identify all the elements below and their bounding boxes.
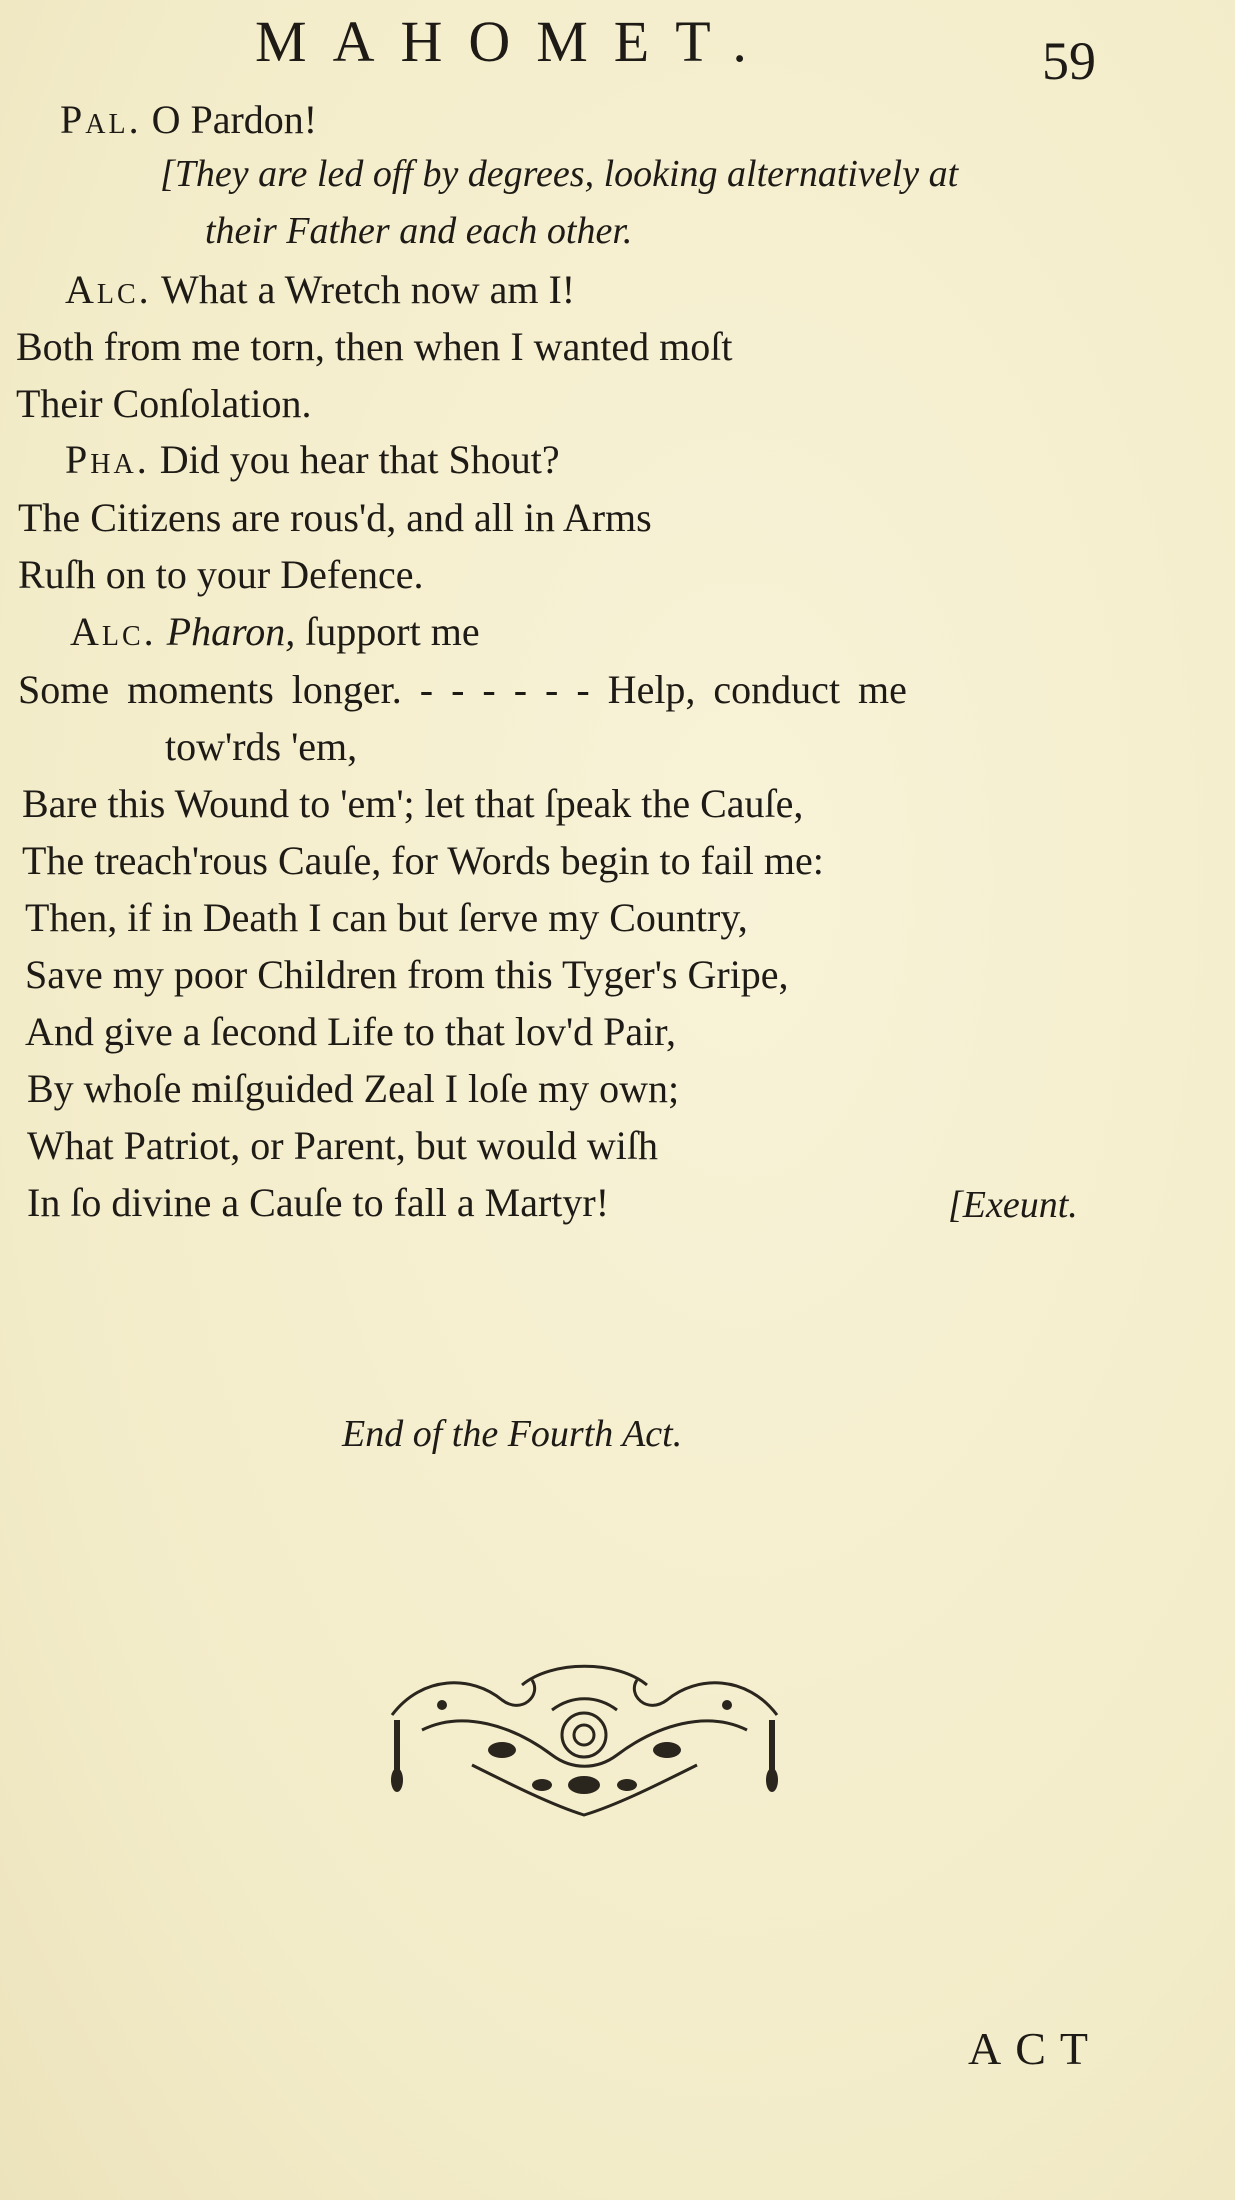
verse-line-continuation: tow'rds 'em, xyxy=(165,724,358,769)
speech-text: Did you hear that Shout? xyxy=(159,437,560,482)
tailpiece-ornament xyxy=(382,1655,787,1825)
speaker-name: Pal. xyxy=(60,97,142,142)
speech-text: O Pardon! xyxy=(151,97,318,142)
page-number: 59 xyxy=(1042,31,1096,91)
verse-line: What Patriot, or Parent, but would wiſh xyxy=(27,1123,659,1168)
verse-line: And give a ſecond Life to that lov'd Pair, xyxy=(25,1009,676,1054)
verse-line: Some moments longer. - - - - - - Help, conduct me xyxy=(18,667,907,712)
stage-direction-exeunt: [Exeunt. xyxy=(948,1184,1078,1226)
speech-line xyxy=(60,97,318,142)
running-title: MAHOMET. xyxy=(255,9,773,74)
speaker-name: Alc. xyxy=(65,267,152,312)
stage-direction: [They are led off by degrees, looking alternatively at xyxy=(160,153,959,195)
end-of-act-note: End of the Fourth Act. xyxy=(342,1413,683,1455)
speech-line xyxy=(70,609,480,654)
verse-line: Then, if in Death I can but ſerve my Country, xyxy=(25,895,748,940)
speech-text: What a Wretch now am I! xyxy=(160,267,576,312)
verse-line: In ſo divine a Cauſe to fall a Martyr! xyxy=(27,1180,610,1225)
verse-line: Their Conſolation. xyxy=(16,381,312,426)
verse-line: Ruſh on to your Defence. xyxy=(18,552,424,597)
verse-line: Both from me torn, then when I wanted moſt xyxy=(16,324,733,369)
verse-line: The Citizens are rous'd, and all in Arms xyxy=(18,495,652,540)
verse-line: Save my poor Children from this Tyger's Gripe, xyxy=(25,952,789,997)
catchword: ACT xyxy=(968,2023,1102,2074)
speech-text: ſupport me xyxy=(305,609,480,654)
verse-line: The treach'rous Cauſe, for Words begin to fail me: xyxy=(22,838,824,883)
speech-line xyxy=(65,267,576,312)
verse-line: Bare this Wound to 'em'; let that ſpeak the Cauſe, xyxy=(22,781,804,826)
speech-line xyxy=(65,437,560,482)
speaker-name: Alc. xyxy=(70,609,157,654)
speaker-name: Pha. xyxy=(65,437,150,482)
verse-line: By whoſe miſguided Zeal I loſe my own; xyxy=(27,1066,680,1111)
addressee-name: Pharon, xyxy=(166,609,296,654)
stage-direction: their Father and each other. xyxy=(205,210,633,252)
